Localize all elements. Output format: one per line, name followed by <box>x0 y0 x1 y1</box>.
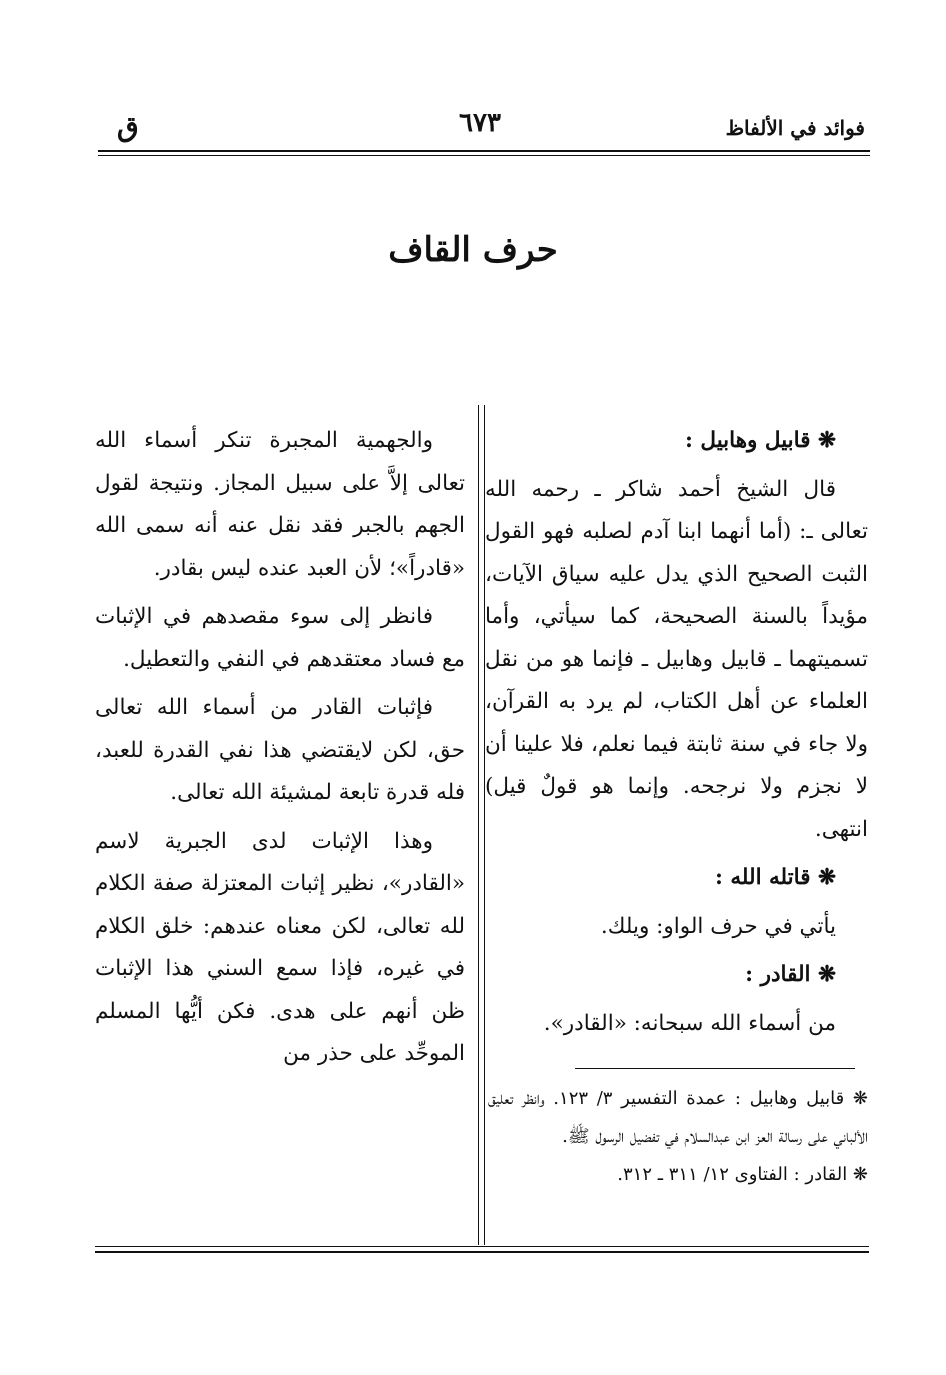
header-rule-thin <box>98 155 870 156</box>
right-column <box>485 420 868 1051</box>
footnotes <box>488 1080 868 1194</box>
entry-body-qatalahu: يأتي في حرف الواو: ويلك. <box>600 913 836 939</box>
footer-rule-thin <box>95 1246 869 1247</box>
footnote-qadir: ❋ القادر : الفتاوى ١٢/ ٣١١ ـ ٣١٢. <box>617 1164 868 1185</box>
section-letter: ق <box>117 110 139 143</box>
header-rule-thick <box>98 150 870 152</box>
page-number: ٦٧٣ <box>459 108 501 138</box>
footnote-qabil: ❋ قابيل وهابيل : عمدة التفسير ٣/ ١٢٣. وانظر تعليق الألباني على رسالة العز ابن عبدالسلام في تفضيل الرسول ﷺ. <box>488 1088 868 1147</box>
paragraph-ithbat: فإثبات القادر من أسماء الله تعالى حق، لكن لايقتضي هذا نفي القدرة للعبد، فله قدرة تابعة لمشيئة الله تعالى. <box>95 695 465 805</box>
footer-rule-thick <box>95 1251 869 1253</box>
paragraph-jabriyya: وهذا الإثبات لدى الجبرية لاسم «القادر»، نظير إثبات المعتزلة صفة الكلام لله تعالى، لكن معناه عندهم: خلق الكلام في غيره، فإذا سمع السني هذا الإثبات ظن أنهم على هدى. فكن أيُّها المسلم الموحِّد على حذر من <box>95 828 465 1066</box>
entry-heading-qatalahu: ❋ قاتله الله : <box>714 865 836 890</box>
entry-heading-qabil: ❋ قابيل وهابيل : <box>684 428 836 453</box>
paragraph-unthur: فانظر إلى سوء مقصدهم في الإثبات مع فساد معتقدهم في النفي والتعطيل. <box>95 604 465 672</box>
page-header <box>95 108 865 148</box>
entry-body-qadir: من أسماء الله سبحانه: «القادر». <box>543 1010 836 1036</box>
chapter-title: حرف القاف <box>388 230 558 270</box>
entry-body-qabil: قال الشيخ أحمد شاكر ـ رحمه الله تعالى ـ: (أما أنهما ابنا آدم لصلبه فهو القول الثبت الصحيح الذي يدل عليه سياق الآيات، مؤيداً بالسنة الصحيحة، كما سيأتي، وأما تسميتهما ـ قابيل وهابيل ـ فإنما هو من نقل العلماء عن أهل الكتاب، لم يرد به القرآن، ولا جاء في سنة ثابتة فيما نعلم، فلا علينا أن لا نجزم ولا نرجحه. وإنما هو قولٌ قيل) انتهى. <box>485 476 868 842</box>
paragraph-jahmiyya: والجهمية المجبرة تنكر أسماء الله تعالى إلاَّ على سبيل المجاز. ونتيجة لقول الجهم بالجبر فقد نقل عنه أنه سمى الله «قادراً»؛ لأن العبد عنده ليس بقادر. <box>95 428 465 581</box>
left-column <box>95 420 465 1082</box>
running-title: فوائد في الألفاظ <box>725 116 865 140</box>
entry-heading-qadir: ❋ القادر : <box>745 962 836 987</box>
footnote-rule <box>575 1068 855 1069</box>
column-divider <box>478 405 485 1245</box>
